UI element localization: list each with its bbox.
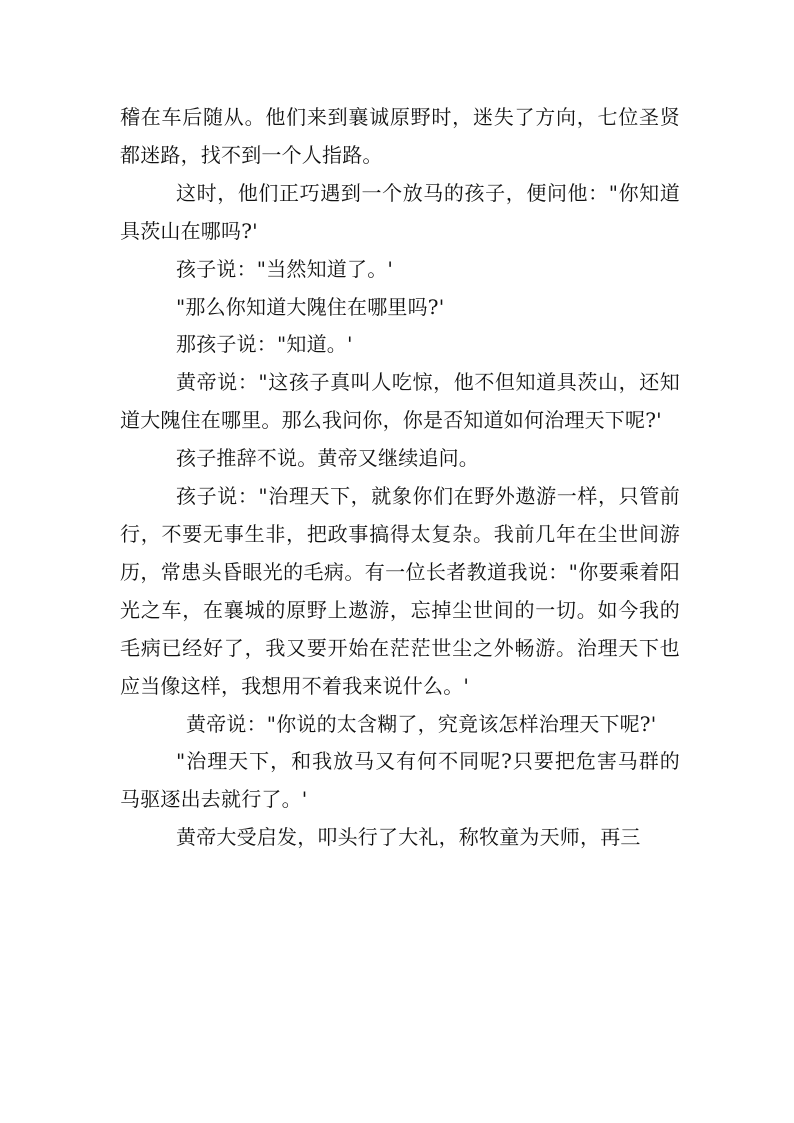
paragraph-continuation: 稽在车后随从。他们来到襄诚原野时，迷失了方向，七位圣贤都迷路，找不到一个人指路。 — [120, 105, 680, 167]
paragraph: 那孩子说："知道。' — [176, 332, 353, 357]
paragraph: 黄帝说："这孩子真叫人吃惊，他不但知道具茨山，还知道大隗住在哪里。那么我问你，你是否知道如何治理天下呢?' — [120, 370, 680, 433]
paragraph: 孩子说："当然知道了。' — [176, 256, 394, 281]
document-body — [120, 99, 680, 857]
paragraph: 黄帝说："你说的太含糊了，究竟该怎样治理天下呢?' — [186, 711, 657, 736]
paragraph: 黄帝大受启发，叩头行了大礼，称牧童为天师，再三 — [176, 825, 641, 850]
paragraph: 孩子说："治理天下，就象你们在野外遨游一样，只管前行，不要无事生非，把政事搞得太复杂。我前几年在尘世间游历，常患头昏眼光的毛病。有一位长者教道我说："你要乘着阳光之车，在襄城的原野上遨游，忘掉尘世间的一切。如今我的毛病已经好了，我又要开始在茫茫世尘之外畅游。治理天下也应当像这样，我想用不着我来说什么。' — [120, 484, 680, 698]
paragraph: 孩子推辞不说。黄帝又继续追问。 — [176, 446, 479, 471]
paragraph: 这时，他们正巧遇到一个放马的孩子，便问他："你知道具茨山在哪吗?' — [120, 180, 680, 243]
paragraph: "治理天下，和我放马又有何不同呢?只要把危害马群的马驱逐出去就行了。' — [120, 749, 680, 812]
paragraph: "那么你知道大隗住在哪里吗?' — [176, 294, 445, 319]
